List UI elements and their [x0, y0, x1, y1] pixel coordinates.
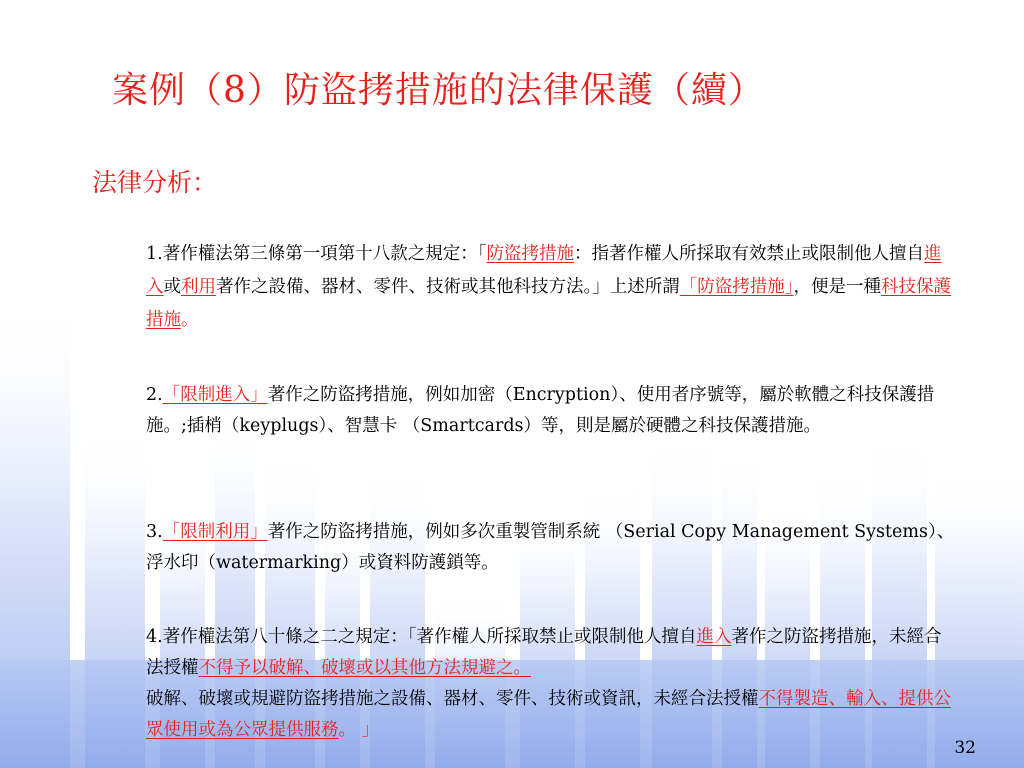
term-restrict-access: 「限制進入」 [162, 385, 268, 405]
paragraph-2-text: 著作之防盜拷措施，例如加密（Encryption）、使用者序號等，屬於軟體之科技保護措施。;插梢（keyplugs）、智慧卡 （Smartcards）等，則是屬於硬體之科技保護措施。 [146, 385, 935, 436]
slide-title: 案例（8）防盜拷措施的法律保護（續） [112, 70, 765, 111]
paragraph-1-text-a: 1.著作權法第三條第一項第十八款之規定：「 [146, 244, 487, 264]
paragraph-4 [146, 622, 956, 746]
paragraph-1-text-k: 。 [181, 310, 199, 330]
term-access-2: 進入 [696, 627, 732, 647]
paragraph-3 [146, 517, 956, 579]
paragraph-1 [146, 238, 956, 337]
term-quoted-anti-copy-measures: 「防盜拷措施」 [679, 277, 794, 297]
term-access: 進入 [146, 244, 942, 297]
term-use: 利用 [181, 277, 216, 297]
paragraph-2-number: 2. [146, 385, 163, 405]
page-number: 32 [954, 738, 976, 758]
section-heading: 法律分析： [92, 168, 218, 197]
term-technical-protection-measures: 科技保護措施 [146, 277, 951, 330]
paragraph-3-number: 3. [146, 522, 163, 542]
term-restrict-use: 「限制利用」 [162, 522, 268, 542]
paragraph-3-text: 著作之防盜拷措施，例如多次重製管制系統 （Serial Copy Management Systems）、浮水印（watermarking）或資料防護鎖等。 [146, 522, 955, 573]
paragraph-1-text-g: 著作之設備、器材、零件、技術或其他科技方法。」上述所謂 [216, 277, 680, 297]
paragraph-1-text-e: 或 [163, 277, 181, 297]
paragraph-1-text-c: ：指著作權人所採取有效禁止或限制他人擅自 [573, 244, 924, 264]
term-no-manufacture: 不得製造、輸入、提供公眾使用或為公眾提供服務 [146, 689, 951, 740]
term-anti-copy-measures: 防盜拷措施 [486, 244, 574, 264]
paragraph-4-text-a: 4.著作權法第八十條之二之規定：「著作權人所採取禁止或限制他人擅自 [146, 627, 697, 647]
paragraph-2 [146, 380, 956, 442]
paragraph-4-text-g: 。 」 [338, 720, 380, 740]
paragraph-1-text-i: ，便是一種 [793, 277, 881, 297]
paragraph-4-text-c: 著作之防盜拷措施，未經合法授權 [146, 627, 942, 678]
paragraph-4-text-e: 破解、破壞或規避防盜拷措施之設備、器材、零件、技術或資訊，未經合法授權 [146, 689, 759, 709]
term-no-circumvention: 不得予以破解、破壞或以其他方法規避之。 [198, 658, 531, 678]
